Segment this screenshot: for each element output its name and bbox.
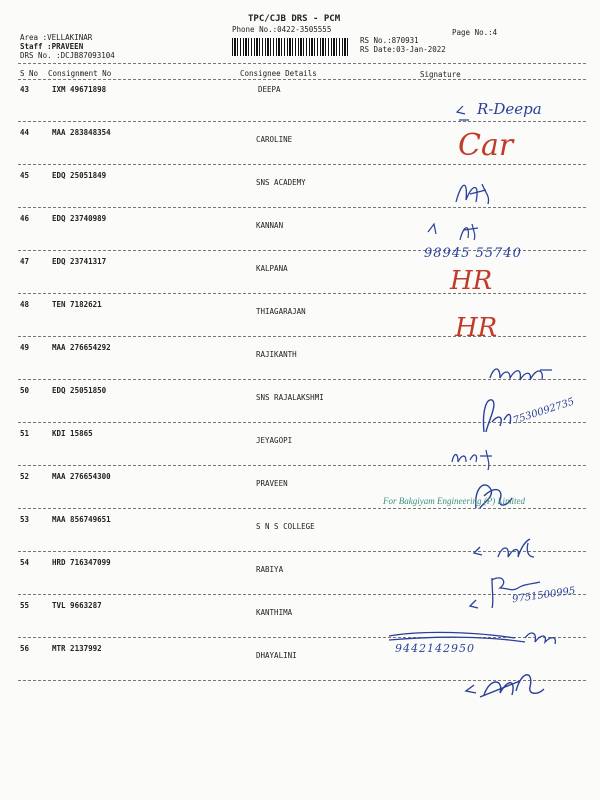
header-divider-top (18, 63, 586, 64)
area-label: Area :VELLAKINAR (20, 33, 93, 42)
col-consignee: Consignee Details (240, 69, 317, 78)
row-consignment: EDQ 23741317 (52, 257, 107, 266)
rs-number: RS No.:870931 (360, 36, 419, 45)
row-consignee: JEYAGOPI (256, 436, 293, 445)
row-sno: 50 (20, 386, 30, 395)
document-title: TPC/CJB DRS - PCM (248, 14, 341, 24)
signature-53 (470, 535, 550, 565)
row-consignment: HRD 716347099 (52, 558, 111, 567)
signature-45 (452, 176, 502, 206)
row-consignment: TEN 7182621 (52, 300, 102, 309)
row-consignee: CAROLINE (256, 135, 293, 144)
row-consignment: MTR 2137992 (52, 644, 102, 653)
row-consignee: KANNAN (256, 221, 284, 230)
signature-44: Car (458, 128, 514, 163)
drs-number: DRS No. :DCJB87093104 (20, 51, 115, 60)
signature-50: 7530092735 (478, 392, 588, 442)
col-signature: Signature (420, 70, 461, 79)
signature-49 (486, 362, 556, 386)
phone-number: Phone No.:0422-3505555 (232, 25, 332, 34)
row-consignment: MAA 856749651 (52, 515, 111, 524)
row-sno: 43 (20, 85, 30, 94)
barcode (232, 38, 350, 56)
row-sno: 49 (20, 343, 30, 352)
page-number: Page No.:4 (452, 28, 498, 37)
signature-54: 9751500995 (468, 572, 588, 616)
row-sno: 44 (20, 128, 30, 137)
row-consignee: RAJIKANTH (256, 350, 297, 359)
row-consignment: IXM 49671898 (52, 85, 107, 94)
row-consignee: PRAVEEN (256, 479, 288, 488)
row-consignee: DHAYALINI (256, 651, 297, 660)
row-consignee: DEEPA (258, 85, 281, 94)
col-sno: S No (20, 69, 39, 78)
header-divider-bottom (18, 79, 586, 80)
row-consignment: MAA 276654300 (52, 472, 111, 481)
row-divider (18, 207, 586, 208)
row-consignee: THIAGARAJAN (256, 307, 306, 316)
signature-43: R-Deepa (455, 98, 585, 128)
staff-label: Staff :PRAVEEN (20, 42, 84, 51)
row-consignee: SNS RAJALAKSHMI (256, 393, 324, 402)
signature-48: HR (455, 313, 498, 343)
signature-51 (448, 446, 518, 472)
row-sno: 46 (20, 214, 30, 223)
row-sno: 51 (20, 429, 30, 438)
company-stamp: For Bakgiyam Engineering (P) Limited (383, 496, 525, 506)
row-consignment: EDQ 25051850 (52, 386, 107, 395)
row-sno: 55 (20, 601, 30, 610)
row-sno: 54 (20, 558, 30, 567)
row-sno: 45 (20, 171, 30, 180)
row-consignment: MAA 276654292 (52, 343, 111, 352)
row-consignee: S N S COLLEGE (256, 522, 315, 531)
row-consignment: KDI 15865 (52, 429, 93, 438)
row-consignment: EDQ 25051849 (52, 171, 107, 180)
rs-date: RS Date:03-Jan-2022 (360, 45, 446, 54)
row-sno: 52 (20, 472, 30, 481)
row-sno: 56 (20, 644, 30, 653)
row-sno: 53 (20, 515, 30, 524)
row-consignee: SNS ACADEMY (256, 178, 306, 187)
signature-55: 9442142950 (385, 628, 585, 664)
row-consignment: TVL 9663287 (52, 601, 102, 610)
row-sno: 47 (20, 257, 30, 266)
signature-56 (460, 665, 550, 701)
signature-47: HR (450, 266, 493, 296)
row-sno: 48 (20, 300, 30, 309)
row-consignment: EDQ 23740989 (52, 214, 107, 223)
row-consignee: KANTHIMA (256, 608, 293, 617)
col-consignment: Consignment No (48, 69, 112, 78)
signature-46: 98945 55740 (420, 220, 560, 270)
row-consignment: MAA 283848354 (52, 128, 111, 137)
row-consignee: KALPANA (256, 264, 288, 273)
row-consignee: RABIYA (256, 565, 284, 574)
signature-52 (470, 478, 520, 512)
